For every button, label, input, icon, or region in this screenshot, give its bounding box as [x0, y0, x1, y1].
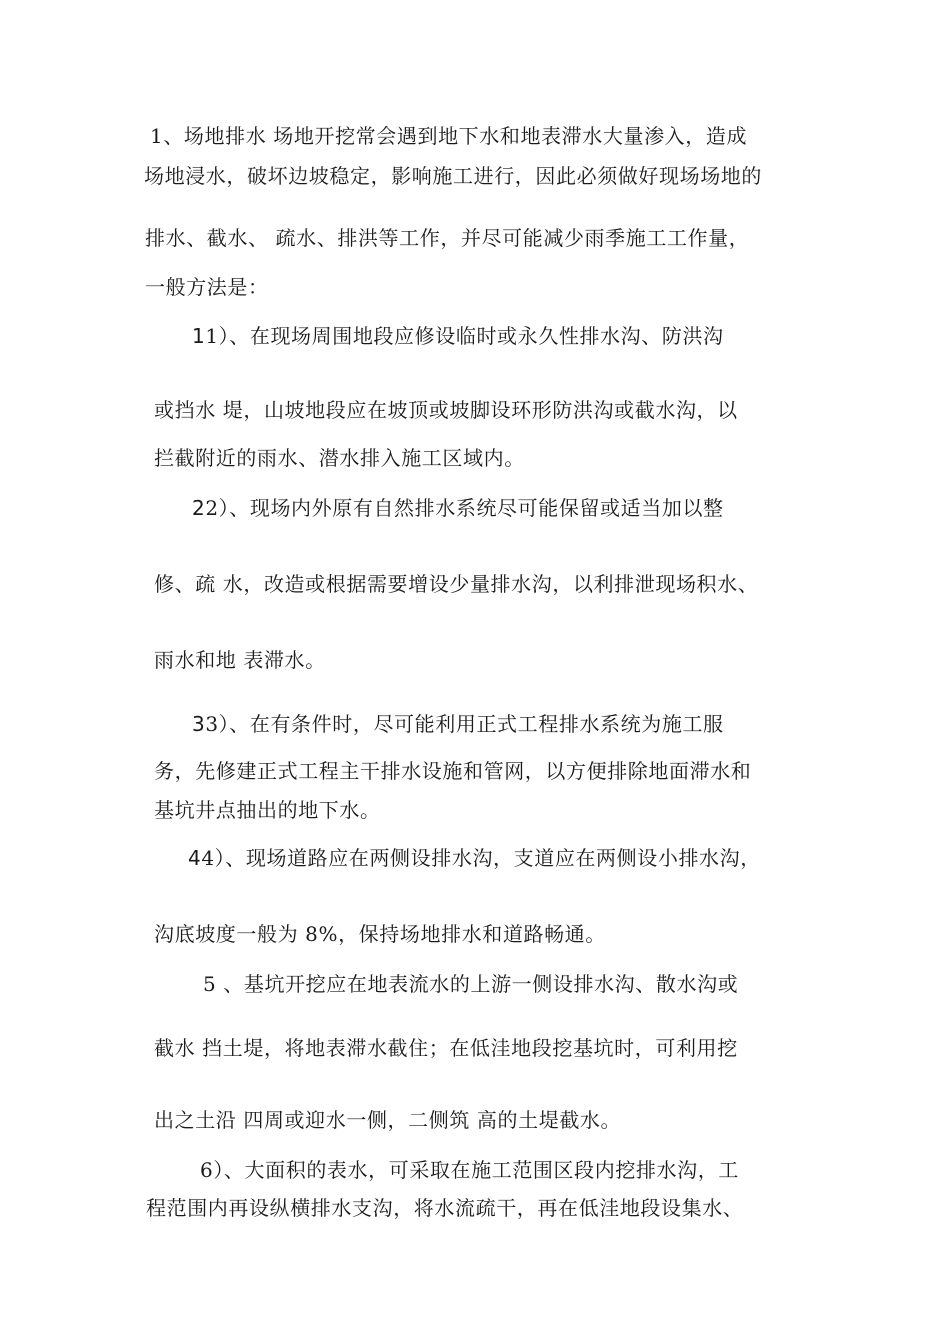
- text-line: 4）、现场道路应在两侧设排水沟，支道应在两侧设小排水沟，: [201, 846, 761, 870]
- text-line: 基坑井点抽出的地下水。: [154, 798, 381, 822]
- text-line: 一般方法是：: [145, 275, 269, 299]
- text-line: 务，先修建正式工程主干排水设施和管网，以方便排除地面滞水和: [154, 759, 752, 783]
- list-item-line: [192, 712, 724, 736]
- text-line: 程范围内再设纵横排水支沟，将水流疏干，再在低洼地段设集水、: [146, 1196, 744, 1220]
- text-line: 截水 挡土堤，将地表滞水截住；在低洼地段挖基坑时，可利用挖: [154, 1036, 738, 1060]
- list-marker: 1: [192, 324, 206, 348]
- text-line: 6）、大面积的表水，可采取在施工范围区段内挖排水沟，工: [200, 1158, 739, 1182]
- text-line: 或挡水 堤，山坡地段应在坡顶或坡脚设环形防洪沟或截水沟，以: [154, 398, 738, 422]
- text-line: 1）、在现场周围地段应修设临时或永久性排水沟、防洪沟: [205, 324, 724, 348]
- text-line: 3）、在有条件时，尽可能利用正式工程排水系统为施工服: [205, 712, 724, 736]
- text-line: 场地浸水，破坏边坡稳定，影响施工进行，因此必须做好现场场地的: [144, 164, 762, 188]
- list-marker: 2: [192, 496, 206, 520]
- text-line: 5 、基坑开挖应在地表流水的上游一侧设排水沟、散水沟或: [203, 972, 739, 996]
- text-line: 2）、现场内外原有自然排水系统尽可能保留或适当加以整: [205, 496, 724, 520]
- text-line: 拦截附近的雨水、潜水排入施工区域内。: [154, 446, 525, 470]
- list-marker: 4: [188, 846, 202, 870]
- list-item-line: [192, 496, 724, 520]
- list-item-line: [188, 846, 761, 870]
- text-line: 出之土沿 四周或迎水一侧，二侧筑 高的土堤截水。: [154, 1108, 622, 1132]
- list-item-line: [192, 324, 724, 348]
- text-line: 沟底坡度一般为 8%，保持场地排水和道路畅通。: [154, 922, 606, 946]
- text-line: 修、疏 水，改造或根据需要增设少量排水沟，以利排泄现场积水、: [154, 572, 759, 596]
- text-line: 1、场地排水 场地开挖常会遇到地下水和地表滞水大量渗入，造成: [150, 124, 748, 148]
- text-line: 排水、截水、 疏水、排洪等工作，并尽可能减少雨季施工工作量，: [145, 226, 750, 250]
- list-marker: 3: [192, 712, 206, 736]
- text-line: 雨水和地 表滞水。: [154, 648, 326, 672]
